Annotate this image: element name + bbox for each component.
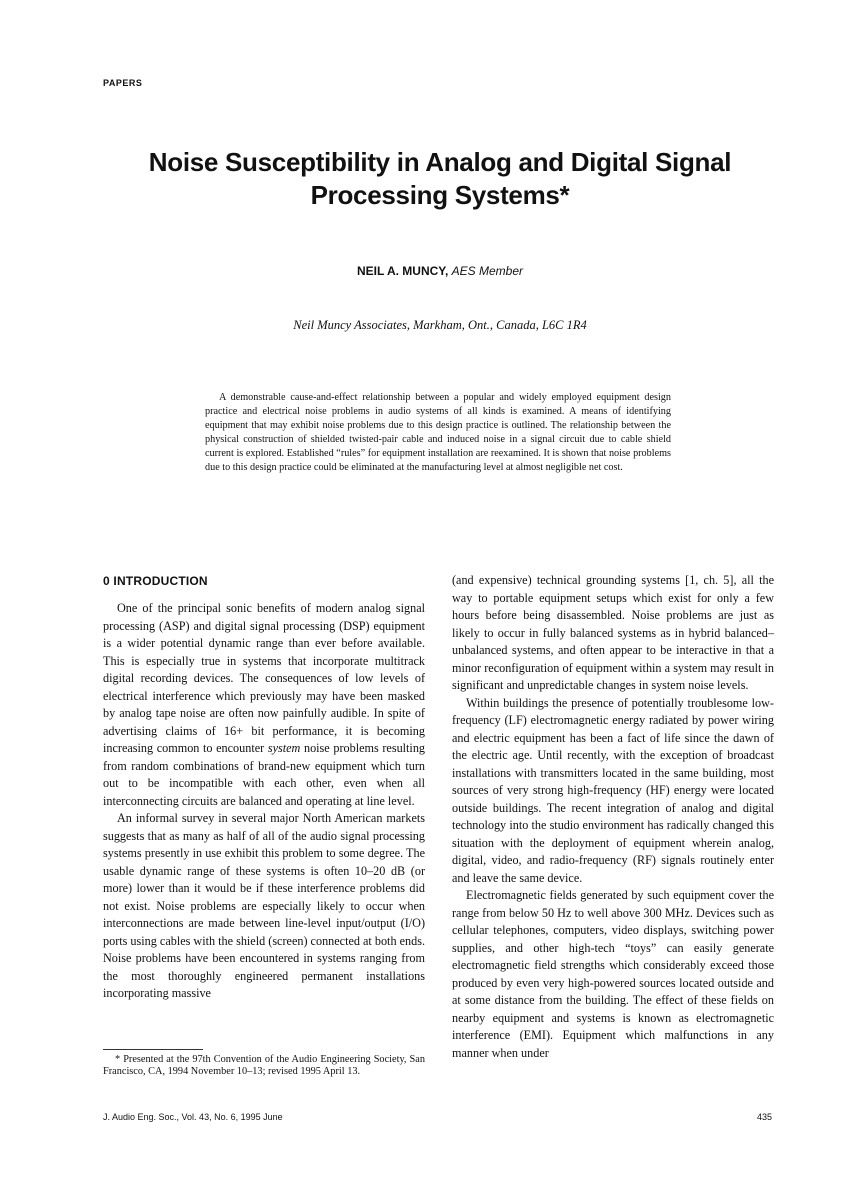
page-number: 435 (756, 1112, 772, 1122)
body-paragraph: (and expensive) technical grounding systems [1, ch. 5], all the way to portable equipment setups which exist for only a few hours before being disassembled. Noise problems are just as likely to occur in fully balanced systems as in hybrid balanced–unbalanced systems, and often appear to be interactive in that a minor reconfiguration of equipment within a system may result in significant and unpredictable changes in system noise levels. (452, 573, 774, 692)
abstract: A demonstrable cause-and-effect relationship between a popular and widely employed equipment design practice and electrical noise problems in audio systems of all kinds is examined. A means of identifying equipment that may exhibit noise problems due to this design practice is outlined. The relationship between the physical construction of shielded twisted-pair cable and induced noise in a signal circuit due to cable shield current is explored. Established “rules” for equipment installation are reexamined. It is shown that noise problems due to this design practice could be eliminated at the manufacturing level at almost negligible net cost. (205, 392, 671, 473)
body-paragraph (103, 600, 425, 810)
paper-title: Noise Susceptibility in Analog and Digital Signal Processing Systems* (148, 147, 732, 210)
author-line (80, 264, 800, 278)
body-paragraph: Electromagnetic fields generated by such equipment cover the range from below 50 Hz to well above 300 MHz. Devices such as cellular telephones, computers, video displays, switching power supplies, and other high-tech “toys” can easily generate electromagnetic field strengths which considerably exceed those produced by even very high-powered sources located outside and at some distance from the building. The effect of these fields on nearby equipment and systems is known as electromagnetic interference (EMI). Equipment which malfunctions in any manner when under (452, 888, 774, 1060)
journal-citation: J. Audio Eng. Soc., Vol. 43, No. 6, 1995 June (103, 1112, 283, 1122)
footnote: * Presented at the 97th Convention of the Audio Engineering Society, San Francisco, CA, 1994 November 10–13; revised 1995 April 13. (103, 1054, 425, 1077)
paragraph-text: One of the principal sonic benefits of modern analog signal processing (ASP) and digital signal processing (DSP) equipment is a wider potential dynamic range than ever before available. This is especially true in systems that incorporate multitrack digital recording devices. The consequences of low levels of electrical interference which previously may have been masked by analog tape noise are often now painfully audible. In spite of advertising claims of 16+ bit performance, it is becoming increasing common to encounter (103, 601, 425, 755)
author-membership: AES Member (451, 264, 524, 278)
author-affiliation: Neil Muncy Associates, Markham, Ont., Canada, L6C 1R4 (293, 318, 587, 332)
footnote-divider (103, 1049, 203, 1050)
body-paragraph: Within buildings the presence of potentially troublesome low-frequency (LF) electromagnetic energy radiated by power wiring and electric equipment has been a fact of life since the dawn of the electric age. Until recently, with the exception of broadcast installations with transmitters located in the same building, most sources of very strong high-frequency (HF) energy were located outside buildings. The recent integration of analog and digital technology into the studio environment has radically changed this situation with the deployment of equipment wherein analog, digital, video, and radio-frequency (RF) signals routinely enter and leave the same device. (452, 695, 774, 885)
section-heading: 0 INTRODUCTION (103, 574, 208, 588)
emphasis-text: system (267, 741, 301, 755)
left-column (103, 572, 425, 1003)
right-column (452, 572, 774, 1062)
body-paragraph: An informal survey in several major North American markets suggests that as many as half of all of the audio signal processing systems presently in use exhibit this problem to some degree. The usable dynamic range of these systems is often 10–20 dB (or more) lower than it would be if these interference problems did not exist. Noise problems are especially likely to occur when interconnections are made between line-level input/output (I/O) ports using cables with the shield (screen) connected at both ends. Noise problems have been encountered in systems ranging from the most thoroughly engineered permanent installations incorporating massive (103, 811, 425, 1000)
paragraph-text: noise problems resulting from random combinations of brand-new equipment which turn out to be incompatible with each other, even when all interconnecting circuits are balanced and operating at line level. (103, 741, 426, 808)
author-name: NEIL A. MUNCY, (356, 264, 449, 278)
running-head: PAPERS (103, 78, 143, 88)
